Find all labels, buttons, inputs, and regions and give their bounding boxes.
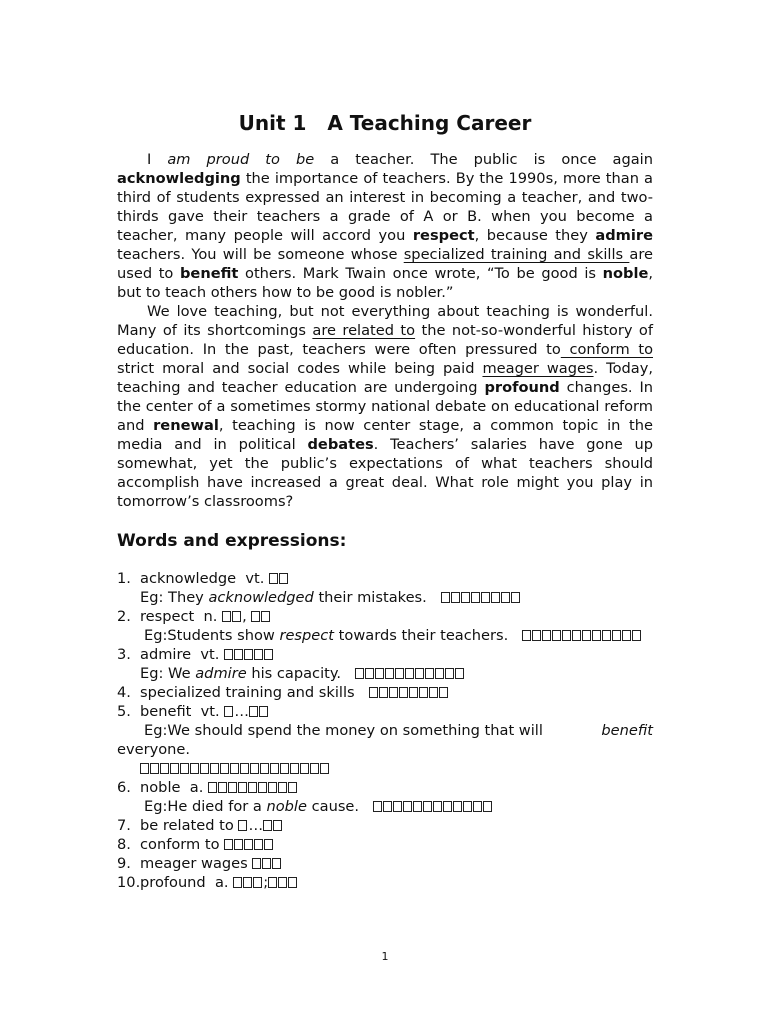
document-page [117, 108, 653, 892]
vocab-item-2: 2. respect n. , [117, 607, 653, 626]
vocab-item-9: 9. meager wages [117, 854, 653, 873]
vocab-item-1: 1. acknowledge vt. [117, 569, 653, 588]
vocab-item-7: 7. be related to … [117, 816, 653, 835]
vocab-item-4: 4. specialized training and skills [117, 683, 653, 702]
vocab-example-5-translation [117, 759, 653, 778]
vocab-item-6: 6. noble a. [117, 778, 653, 797]
paragraph-2: We love teaching, but not everything about teaching is wonderful. Many of its shortcomings are related to the not-so-wonderful history of education. In the past, teachers were often pressured to conform to strict moral and social codes while being paid meager wages. Today, teaching and teacher education are undergoing profound changes. In the center of a sometimes stormy national debate on educational reform and renewal, teaching is now center stage, a common topic in the media and in political debates. Teachers’ salaries have gone up somewhat, yet the public’s expectations of what teachers should accomplish have increased a great deal. What role might you play in tomorrow’s classrooms? [117, 303, 654, 510]
vocab-item-8: 8. conform to [117, 835, 653, 854]
words-expressions-heading: Words and expressions: [117, 531, 347, 551]
vocab-item-3: 3. admire vt. [117, 645, 653, 664]
unit-title: Unit 1 A Teaching Career [238, 111, 532, 135]
vocab-example-2: Eg:Students show respect towards their teachers. [117, 626, 653, 645]
vocab-example-5: Eg:We should spend the money on something that will benefit [144, 722, 653, 739]
vocab-item-10: 10. profound a. ; [117, 873, 653, 892]
vocab-example-6: Eg:He died for a noble cause. [117, 797, 653, 816]
vocab-example-1: Eg: They acknowledged their mistakes. [117, 588, 653, 607]
vocab-example-3: Eg: We admire his capacity. [117, 664, 653, 683]
vocabulary-list [117, 569, 653, 892]
paragraph-1: I am proud to be a teacher. The public is once again acknowledging the importance of teachers. By the 1990s, more than a third of students expressed an interest in becoming a teacher, and two-thirds gave their teachers a grade of A or B. when you become a teacher, many people will accord you respect, because they admire teachers. You will be someone whose specialized training and skills are used to benefit others. Mark Twain once wrote, “To be good is noble, but to teach others how to be good is nobler.” [117, 151, 654, 301]
vocab-item-5: 5. benefit vt. … [117, 702, 653, 721]
page-number: 1 [381, 950, 389, 963]
vocab-example-5-continued: everyone. [117, 741, 191, 758]
